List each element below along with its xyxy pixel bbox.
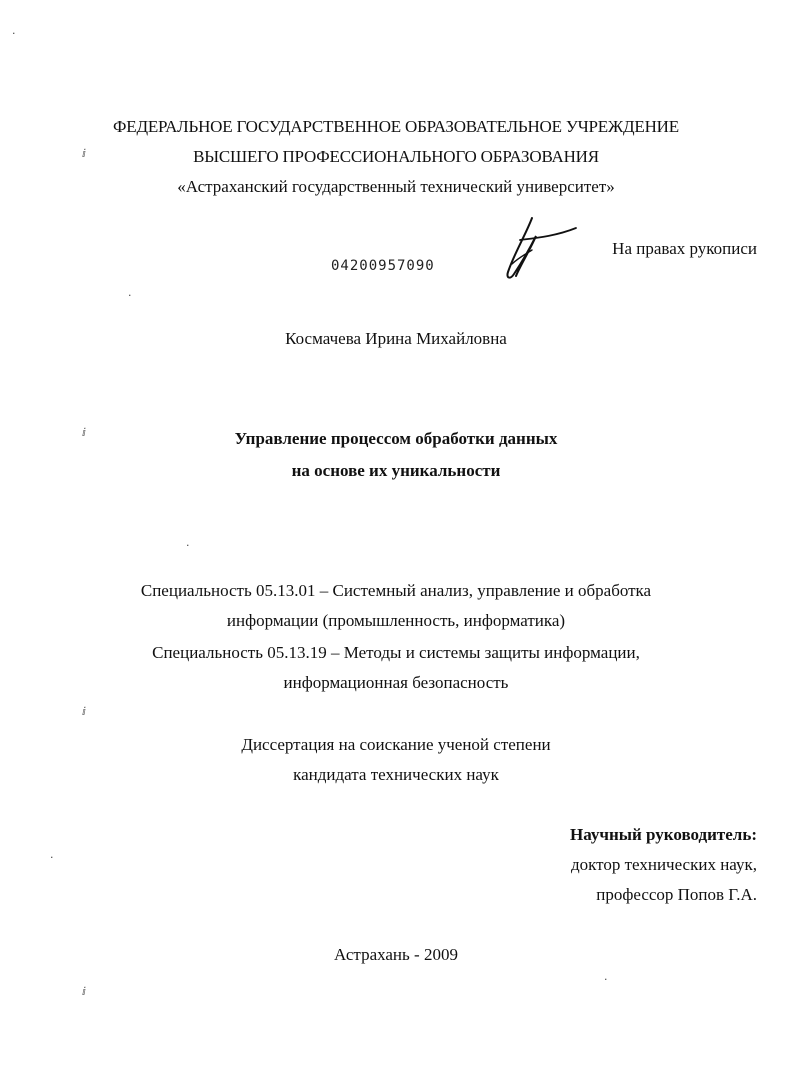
institution-line-1: ФЕДЕРАЛЬНОЕ ГОСУДАРСТВЕННОЕ ОБРАЗОВАТЕЛЬНОЕ УЧРЕЖДЕНИЕ — [113, 117, 679, 136]
catalog-number: 04200957090 — [331, 258, 435, 274]
scan-speck-mark: ⅈ — [82, 985, 86, 998]
scan-speck-dot: · — [604, 973, 608, 986]
university-name: «Астраханский государственный технический университет» — [177, 177, 615, 196]
supervisor-degree: доктор технических наук, — [570, 855, 757, 874]
supervisor-label: Научный руководитель: — [570, 825, 757, 844]
scan-speck-dot: · — [128, 289, 132, 302]
manuscript-rights: На правах рукописи — [612, 239, 757, 258]
degree-line-2: кандидата технических наук — [293, 765, 499, 784]
signature-icon — [496, 214, 582, 284]
thesis-title-line-2: на основе их уникальности — [291, 461, 501, 480]
scan-speck-mark: ⅈ — [82, 147, 86, 160]
specialty-1-line-1: Специальность 05.13.01 – Системный анализ, управление и обработка — [140, 581, 652, 600]
scan-speck-dot: · — [50, 851, 54, 864]
scan-speck-mark: ⅈ — [82, 426, 86, 439]
specialty-2-line-2: информационная безопасность — [283, 673, 509, 692]
scan-speck-mark: ⅈ — [82, 705, 86, 718]
specialty-2-line-1: Специальность 05.13.19 – Методы и системы защиты информации, — [152, 643, 640, 662]
supervisor-name: профессор Попов Г.А. — [596, 885, 757, 904]
city-year: Астрахань - 2009 — [334, 945, 458, 964]
degree-line-1: Диссертация на соискание ученой степени — [241, 735, 551, 754]
thesis-title-line-1: Управление процессом обработки данных — [234, 429, 558, 448]
scan-speck-dot: · — [12, 27, 16, 40]
specialty-1-line-2: информации (промышленность, информатика) — [226, 611, 566, 630]
author-name: Космачева Ирина Михайловна — [285, 329, 507, 348]
scan-speck-dot: · — [186, 539, 190, 552]
institution-line-2: ВЫСШЕГО ПРОФЕССИОНАЛЬНОГО ОБРАЗОВАНИЯ — [193, 147, 599, 166]
